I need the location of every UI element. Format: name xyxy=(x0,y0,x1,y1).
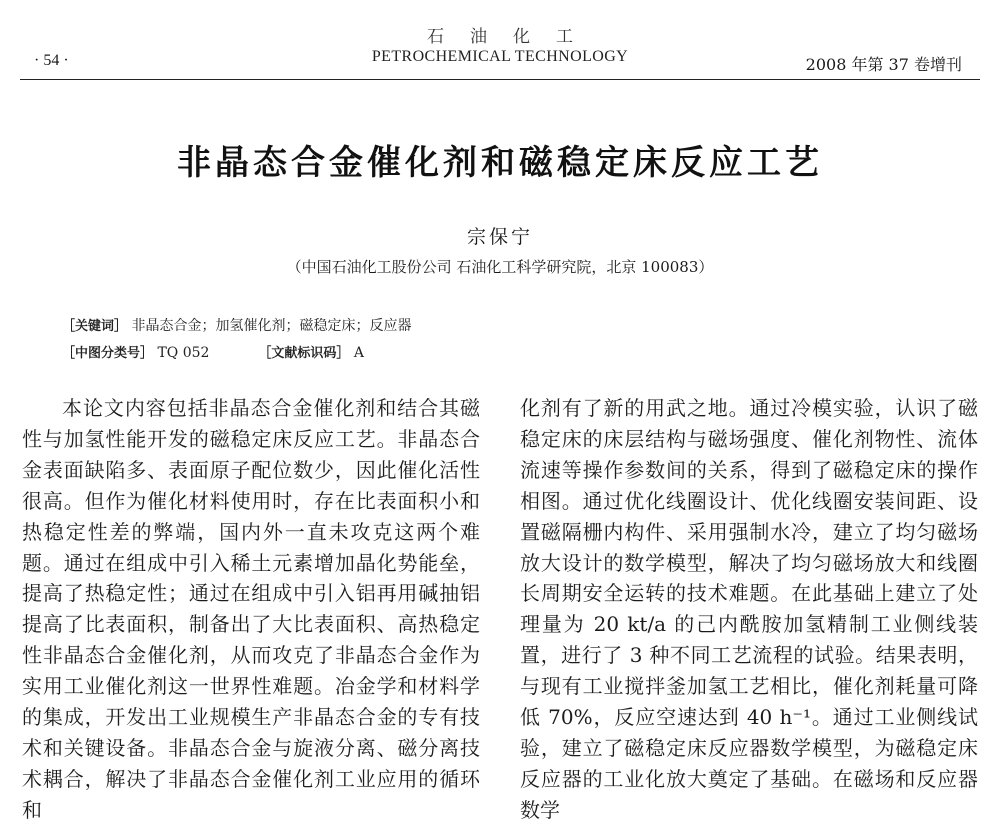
article-title: 非晶态合金催化剂和磁稳定床反应工艺 xyxy=(177,143,823,183)
keywords-line xyxy=(62,315,411,335)
class-label: ［中图分类号］ xyxy=(62,346,154,361)
keywords-value: 非晶态合金；加氢催化剂；磁稳定床；反应器 xyxy=(131,318,412,334)
journal-name-english: PETROCHEMICAL TECHNOLOGY xyxy=(371,48,629,65)
author-name: 宗保宁 xyxy=(466,226,533,248)
doc-code-value: A xyxy=(353,345,364,361)
class-value: TQ 052 xyxy=(157,345,210,361)
issue-info: 2008 年第 37 卷增刊 xyxy=(805,55,962,74)
body-paragraph-right: 化剂有了新的用武之地。通过冷模实验，认识了磁稳定床的床层结构与磁场强度、催化剂物性、流体流速等操作参数间的关系，得到了磁稳定床的操作相图。通过优化线圈设计、优化线圈安装间距、设置磁隔栅内构件、采用强制水冷，建立了均匀磁场放大设计的数学模型，解决了均匀磁场放大和线圈长周期安全运转的技术难题。在此基础上建立了处理量为 20 kt/a 的己内酰胺加氢精制工业侧线装置，进行了 3 种不同工艺流程的试验。结果表明，与现有工业搅拌釜加氢工艺相比，催化剂耗量可降低 70%，反应空速达到 40 h⁻¹。通过工业侧线试验，建立了磁稳定床反应器数学模型，为磁稳定床反应器的工业化放大奠定了基础。在磁场和反应器数学 xyxy=(520,396,978,822)
page-number: · 54 · xyxy=(34,52,69,69)
author-affiliation: （中国石油化工股份公司 石油化工科学研究院，北京 100083） xyxy=(286,258,714,276)
doc-code-label: ［文献标识码］ xyxy=(258,346,350,361)
header-divider xyxy=(20,79,980,80)
classification-line xyxy=(62,342,364,361)
body-column-right xyxy=(520,393,978,826)
journal-name-chinese: 石油化工 xyxy=(427,27,599,47)
keywords-label: ［关键词］ xyxy=(62,319,128,334)
body-paragraph-left: 本论文内容包括非晶态合金催化剂和结合其磁性与加氢性能开发的磁稳定床反应工艺。非晶态合金表面缺陷多、表面原子配位数少，因此催化活性很高。但作为催化材料使用时，存在比表面积小和热稳定性差的弊端，国内外一直未攻克这两个难题。通过在组成中引入稀土元素增加晶化势能垒，提高了热稳定性；通过在组成中引入铝再用碱抽铝提高了比表面积，制备出了大比表面积、高热稳定性非晶态合金催化剂，从而攻克了非晶态合金作为实用工业催化剂这一世界性难题。冶金学和材料学的集成，开发出工业规模生产非晶态合金的专有技术和关键设备。非晶态合金与旋液分离、磁分离技术耦合，解决了非晶态合金催化剂工业应用的循环和 xyxy=(22,396,480,822)
body-column-left xyxy=(22,393,480,826)
